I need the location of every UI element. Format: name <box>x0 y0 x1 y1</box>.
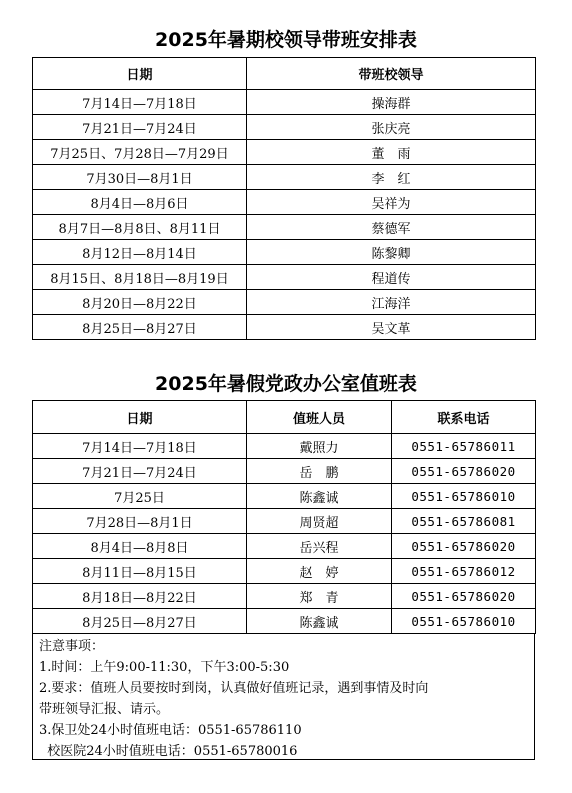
date-cell: 7月28日—8月1日 <box>33 509 247 534</box>
table-row <box>33 240 536 265</box>
date-cell: 8月20日—8月22日 <box>33 290 247 315</box>
phone-cell: 0551-65786081 <box>392 509 536 534</box>
phone-cell: 0551-65786010 <box>392 609 536 634</box>
leader-cell: 张庆亮 <box>247 115 536 140</box>
date-cell: 7月14日—7月18日 <box>33 434 247 459</box>
leader-cell: 操海群 <box>247 90 536 115</box>
notes-line: 3.保卫处24小时值班电话：0551-65786110 <box>39 723 302 738</box>
date-cell: 8月25日—8月27日 <box>33 315 247 340</box>
table-row <box>33 115 536 140</box>
notes-line: 带班领导汇报、请示。 <box>39 702 170 717</box>
date-cell: 8月11日—8月15日 <box>33 559 247 584</box>
phone-cell: 0551-65786010 <box>392 484 536 509</box>
column-header-leader: 带班校领导 <box>247 58 536 90</box>
leader-cell: 吴文革 <box>247 315 536 340</box>
leader-cell: 陈黎卿 <box>247 240 536 265</box>
column-header-staff: 值班人员 <box>247 401 392 434</box>
leader-schedule-table <box>32 57 536 340</box>
table-row <box>33 290 536 315</box>
table-row <box>33 140 536 165</box>
date-cell: 7月30日—8月1日 <box>33 165 247 190</box>
table-row <box>33 190 536 215</box>
staff-cell: 岳兴程 <box>247 534 392 559</box>
leader-schedule-title: 2025年暑期校领导带班安排表 <box>155 29 417 51</box>
staff-cell: 陈鑫诚 <box>247 609 392 634</box>
phone-cell: 0551-65786020 <box>392 534 536 559</box>
leader-cell: 李 红 <box>247 165 536 190</box>
staff-cell: 郑 青 <box>247 584 392 609</box>
notes-line: 2.要求：值班人员要按时到岗，认真做好值班记录，遇到事情及时向 <box>39 681 429 696</box>
staff-cell: 戴照力 <box>247 434 392 459</box>
duty-schedule-title: 2025年暑假党政办公室值班表 <box>155 373 417 395</box>
date-cell: 8月18日—8月22日 <box>33 584 247 609</box>
table-row <box>33 609 536 634</box>
leader-cell: 吴祥为 <box>247 190 536 215</box>
date-cell: 8月4日—8月6日 <box>33 190 247 215</box>
column-header-date: 日期 <box>33 58 247 90</box>
phone-cell: 0551-65786012 <box>392 559 536 584</box>
date-cell: 8月12日—8月14日 <box>33 240 247 265</box>
table-row <box>33 509 536 534</box>
table-row <box>33 315 536 340</box>
date-cell: 8月7日—8月8日、8月11日 <box>33 215 247 240</box>
date-cell: 7月21日—7月24日 <box>33 459 247 484</box>
staff-cell: 周贤超 <box>247 509 392 534</box>
duty-schedule-table <box>32 400 536 634</box>
table-row <box>33 459 536 484</box>
date-cell: 8月4日—8月8日 <box>33 534 247 559</box>
table-row <box>33 559 536 584</box>
date-cell: 7月14日—7月18日 <box>33 90 247 115</box>
table-row <box>33 165 536 190</box>
date-cell: 7月25日、7月28日—7月29日 <box>33 140 247 165</box>
table-row <box>33 584 536 609</box>
notes-section <box>32 634 535 760</box>
table-header-row <box>33 401 536 434</box>
date-cell: 7月21日—7月24日 <box>33 115 247 140</box>
notes-line: 校医院24小时值班电话：0551-65780016 <box>39 744 298 759</box>
table-row <box>33 484 536 509</box>
notes-line: 1.时间：上午9:00-11:30，下午3:00-5:30 <box>39 660 290 675</box>
table-row <box>33 215 536 240</box>
staff-cell: 陈鑫诚 <box>247 484 392 509</box>
table-row <box>33 90 536 115</box>
date-cell: 8月15日、8月18日—8月19日 <box>33 265 247 290</box>
phone-cell: 0551-65786011 <box>392 434 536 459</box>
staff-cell: 赵 婷 <box>247 559 392 584</box>
leader-cell: 江海洋 <box>247 290 536 315</box>
date-cell: 7月25日 <box>33 484 247 509</box>
leader-cell: 蔡德军 <box>247 215 536 240</box>
table-row <box>33 265 536 290</box>
column-header-phone: 联系电话 <box>392 401 536 434</box>
phone-cell: 0551-65786020 <box>392 459 536 484</box>
leader-cell: 程道传 <box>247 265 536 290</box>
leader-cell: 董 雨 <box>247 140 536 165</box>
date-cell: 8月25日—8月27日 <box>33 609 247 634</box>
staff-cell: 岳 鹏 <box>247 459 392 484</box>
phone-cell: 0551-65786020 <box>392 584 536 609</box>
table-row <box>33 434 536 459</box>
column-header-date: 日期 <box>33 401 247 434</box>
table-row <box>33 534 536 559</box>
notes-heading: 注意事项： <box>39 639 105 654</box>
table-header-row <box>33 58 536 90</box>
